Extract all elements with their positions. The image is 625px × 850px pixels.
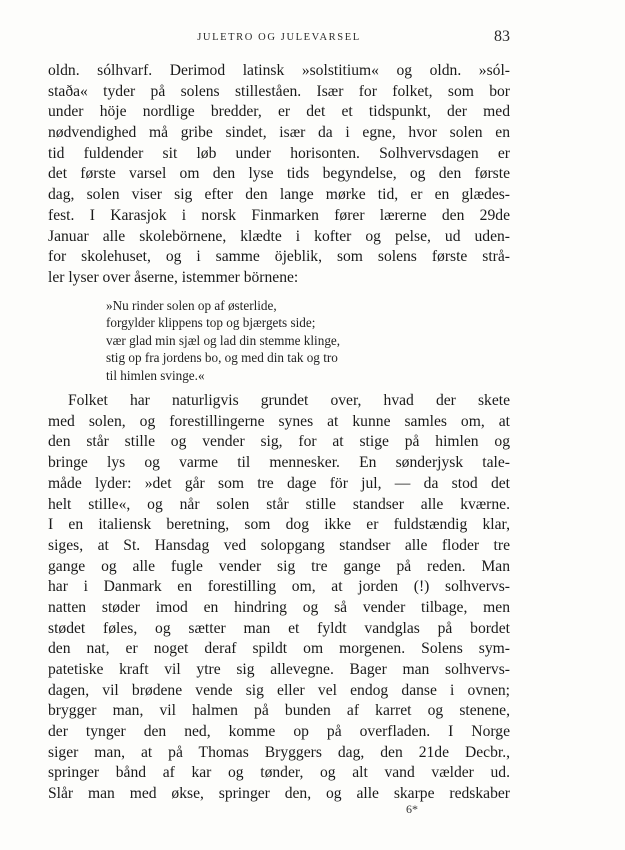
poem-line: forgylder klippens top og bjærgets side; [106, 315, 316, 331]
text-line: brygger man, vil halmen på bunden af karret og stenene, [48, 702, 510, 720]
text-line: ler lyser over åserne, istemmer börnene: [48, 268, 299, 286]
poem-line: »Nu rinder solen op af østerlide, [106, 297, 277, 313]
text-line: staða« tyder på solens stilleståen. Især for folket, som bor [48, 82, 510, 100]
text-line: siger man, at på Thomas Bryggers dag, den 21de Decbr., [48, 743, 510, 761]
text-line: den nat, er noget deraf spildt om morgenen. Solens sym- [48, 640, 510, 658]
text-line: måde lyder: »det går som tre dage för jul, — da stod det [48, 474, 510, 492]
poem-line: stig op fra jordens bo, og med din tak og tro [106, 350, 338, 366]
text-line: for skolehuset, og i samme öjeblik, som solens første strå- [48, 248, 510, 266]
running-title: JULETRO OG JULEVARSEL [197, 32, 361, 43]
page-header [48, 28, 510, 48]
body-text [48, 61, 510, 805]
text-line: under höje nordlige bredder, er det et tidspunkt, der med [48, 103, 510, 121]
text-line: stødet føles, og sætter man et fyldt vandglas på bordet [48, 619, 510, 637]
text-line: oldn. sólhvarf. Derimod latinsk »solstitium« og oldn. »sól- [48, 62, 510, 79]
poem-block [106, 297, 510, 385]
text-line: springer bånd af kar og tønder, og alt vand vælder ud. [48, 764, 510, 782]
text-line: har i Danmark en forestilling om, at jorden (!) solhvervs- [48, 578, 510, 596]
text-line: nødvendighed må gribe sindet, især da i egne, hvor solen en [48, 124, 510, 142]
text-line: I en italiensk beretning, som dog ikke er fuldstændig klar, [48, 516, 510, 534]
text-line: fest. I Karasjok i norsk Finmarken fører lærerne den 29de [48, 206, 510, 224]
text-line: der tynger den ned, komme op på overfladen. I Norge [48, 723, 510, 741]
text-line: den står stille og vender sig, for at stige på himlen og [48, 433, 510, 451]
paragraph-1 [48, 61, 510, 289]
text-line: dag, solen viser sig efter den lange mørke tid, er en glædes- [48, 186, 510, 204]
poem-line: vær glad min sjæl og lad din stemme klinge, [106, 332, 341, 348]
text-line: tid fuldender sit løb under horisonten. Solhvervsdagen er [48, 144, 510, 162]
text-line: dagen, vil brødene vende sig eller vel endog danse i ovnen; [48, 681, 510, 699]
text-line: Folket har naturligvis grundet over, hvad der skete [68, 392, 510, 410]
signature-mark: 6* [406, 802, 418, 816]
page-number: 83 [494, 28, 510, 45]
text-line: siges, at St. Hansdag ved solopgang standser alle floder tre [48, 536, 510, 554]
text-line: Slår man med økse, springer den, og alle skarpe redskaber [48, 785, 510, 803]
paragraph-2 [48, 391, 510, 805]
text-line: bringe lys og varme til mennesker. En sønderjysk tale- [48, 454, 510, 472]
text-line: natten støder imod en hindring og så vender tilbage, men [48, 598, 510, 616]
text-line: gange og alle fugle vender sig tre gange på reden. Man [48, 557, 510, 575]
text-line: helt stille«, og når solen står stille standser alle kværne. [48, 495, 510, 513]
text-line: med solen, og forestillingerne synes at kunne samles om, at [48, 412, 510, 430]
text-line: Januar alle skolebörnene, klædte i kofter og pelse, ud uden- [48, 227, 510, 245]
text-line: patetiske kraft vil ytre sig allevegne. Bager man solhvervs- [48, 661, 510, 678]
poem-line: til himlen svinge.« [106, 367, 205, 383]
text-line: det første varsel om den lyse tids begyndelse, og den første [48, 165, 510, 183]
